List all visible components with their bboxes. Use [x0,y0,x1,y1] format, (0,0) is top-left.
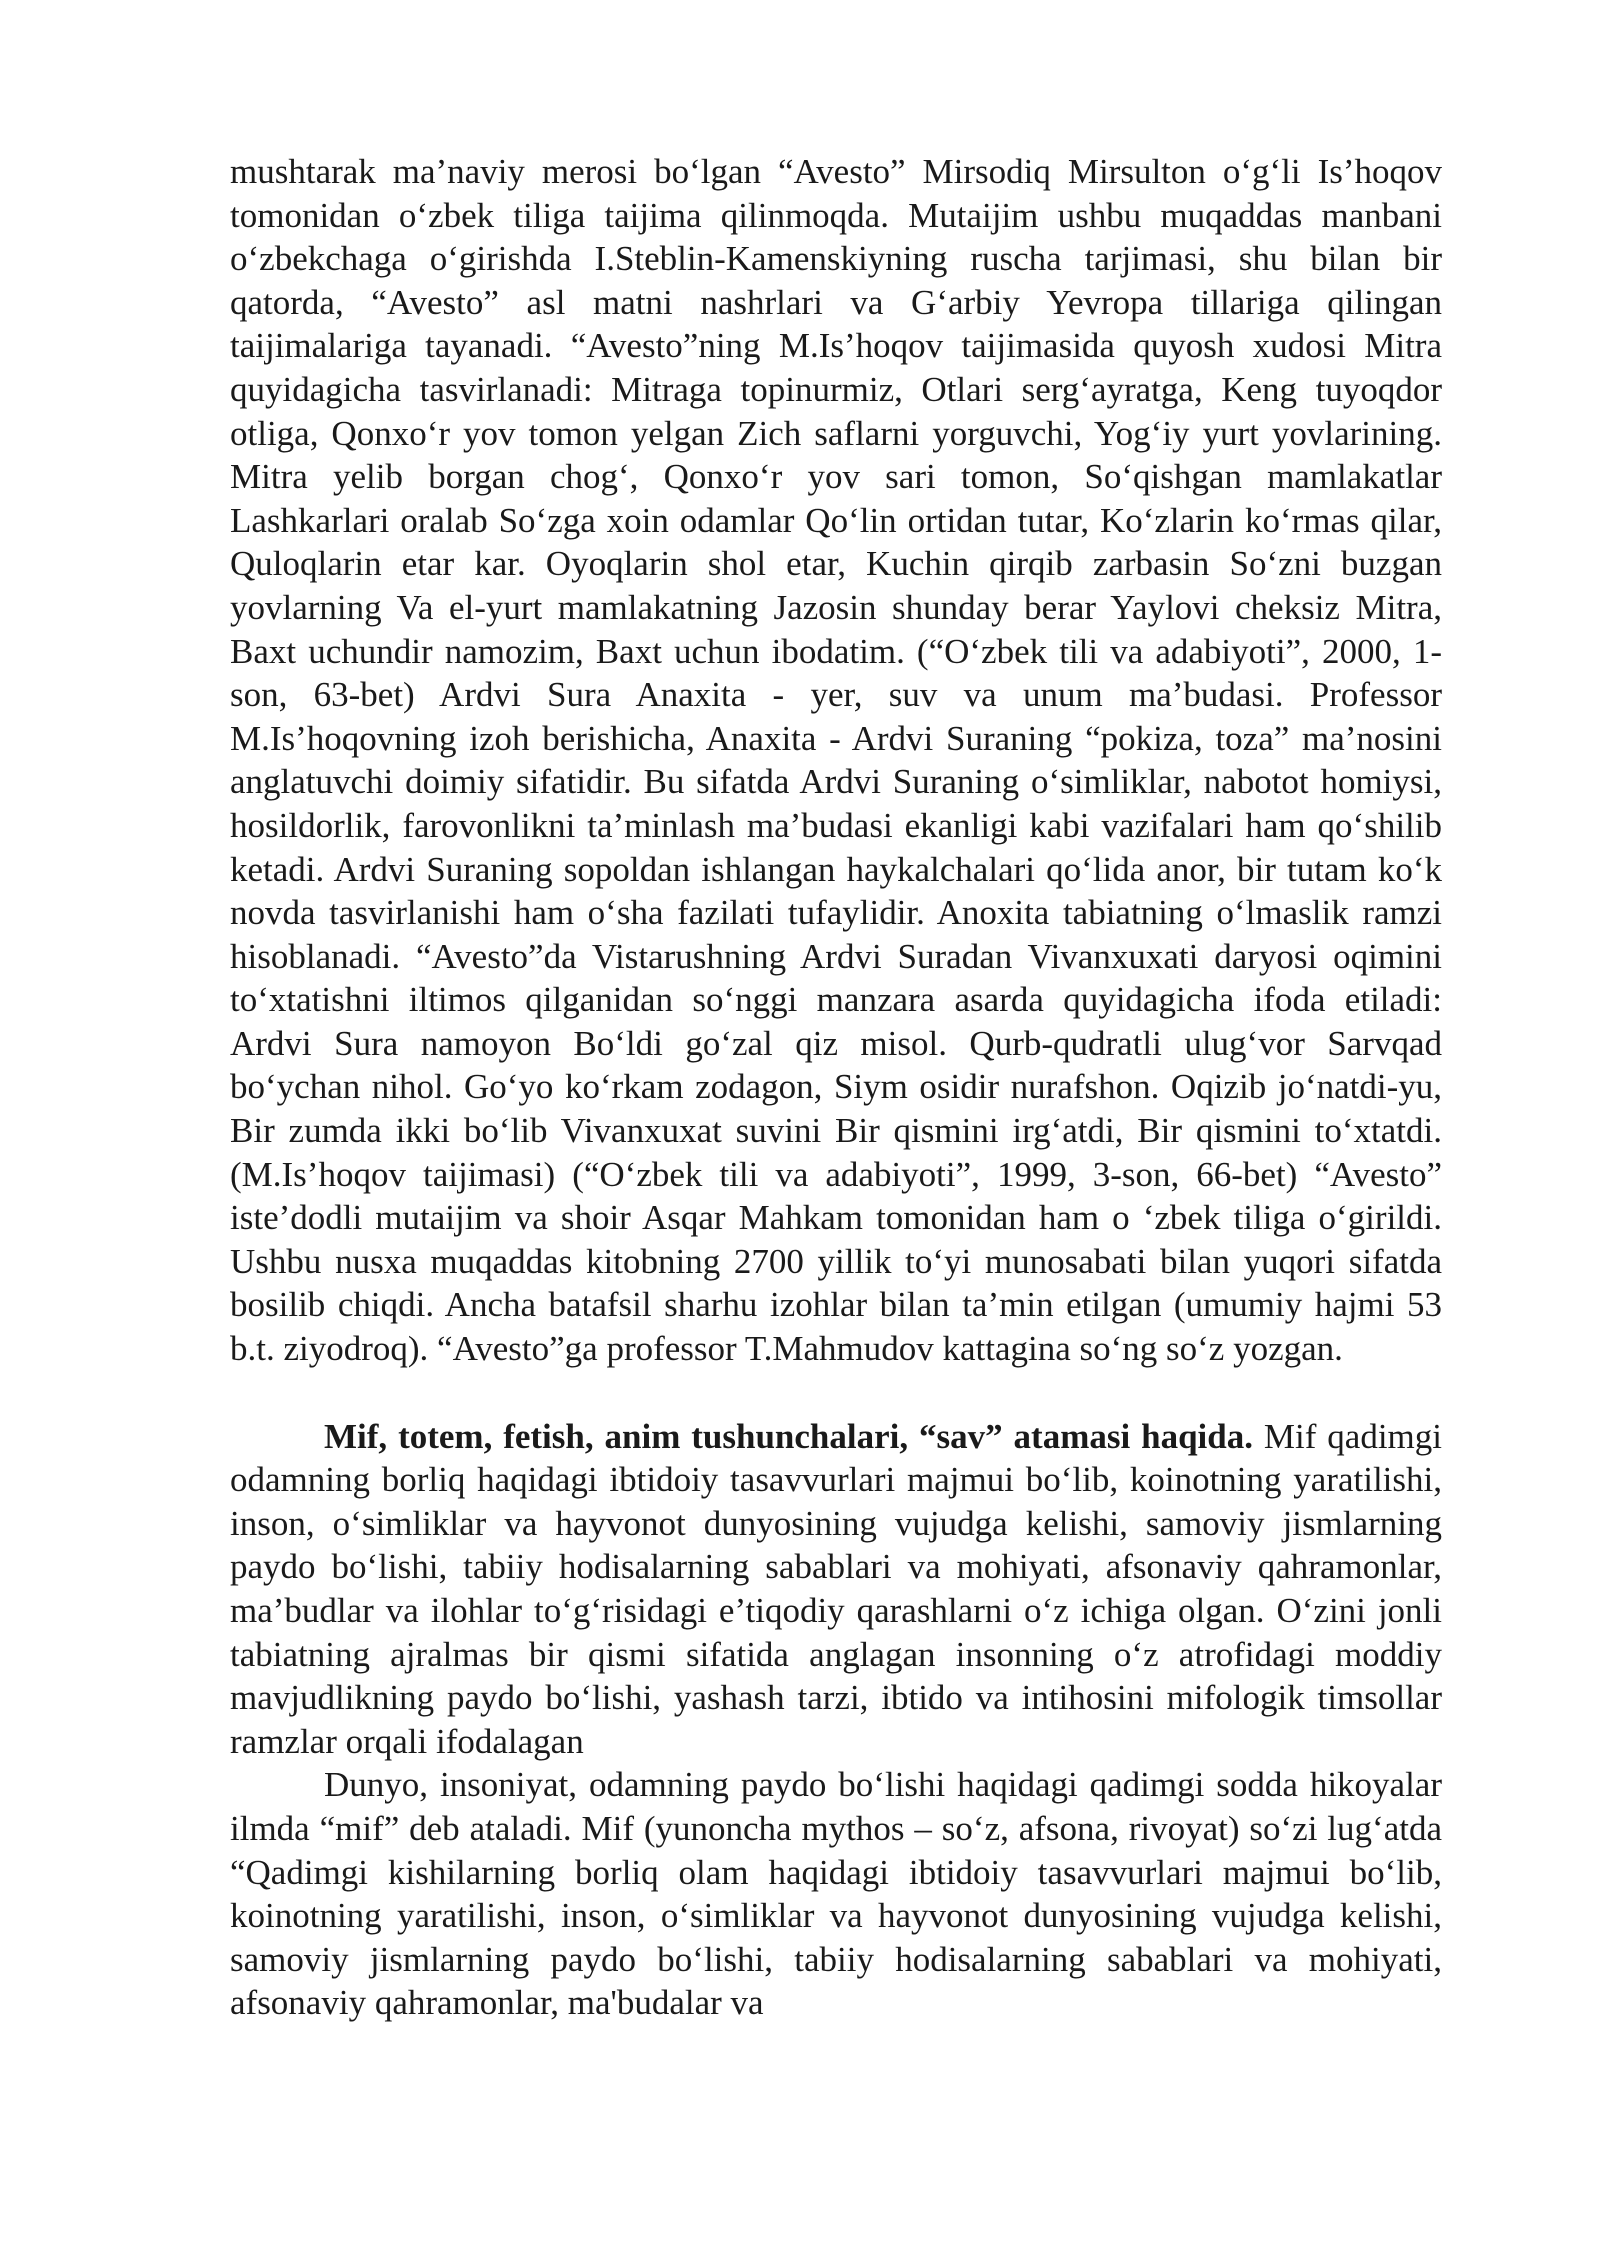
paragraph-avesto-translations [230,150,1442,1371]
paragraph-myth-section [230,1415,1442,1764]
paragraph-text: mushtarak ma’naviy merosi bo‘lgan “Avesto” Mirsodiq Mirsulton o‘g‘li Is’hoqov tomonidan o‘zbek tiliga taijima qilinmoqda. Mutaijim ushbu muqaddas manbani o‘zbekchaga o‘girishda I.Steblin-Kamenskiyning ruscha tarjimasi, shu bilan bir qatorda, “Avesto” asl matni nashrlari va G‘arbiy Yevropa tillariga qilingan taijimalariga tayanadi. “Avesto”ning M.Is’hoqov taijimasida quyosh xudosi Mitra quyidagicha tasvirlanadi: Mitraga topinurmiz, Otlari serg‘ayratga, Keng tuyoqdor otliga, Qonxo‘r yov tomon yelgan Zich saflarni yorguvchi, Yog‘iy yurt yovlarining. Mitra yelib borgan chog‘, Qonxo‘r yov sari tomon, So‘qishgan mamlakatlar Lashkarlari oralab So‘zga xoin odamlar Qo‘lin ortidan tutar, Ko‘zlarin ko‘rmas qilar, Quloqlarin etar kar. Oyoqlarin shol etar, Kuchin qirqib zarbasin So‘zni buzgan yovlarning Va el-yurt mamlakatning Jazosin shunday berar Yaylovi cheksiz Mitra, Baxt uchundir namozim, Baxt uchun ibodatim. (“O‘zbek tili va adabiyoti”, 2000, 1-son, 63-bet) Ardvi Sura Anaxita - yer, suv va unum ma’budasi. Professor M.Is’hoqovning izoh berishicha, Anaxita - Ardvi Suraning “pokiza, toza” ma’nosini anglatuvchi doimiy sifatidir. Bu sifatda Ardvi Suraning o‘simliklar, nabotot homiysi, hosildorlik, farovonlikni ta’minlash ma’budasi ekanligi kabi vazifalari ham qo‘shilib ketadi. Ardvi Suraning sopoldan ishlangan haykalchalari qo‘lida anor, bir tutam ko‘k novda tasvirlanishi ham o‘sha fazilati tufaylidir. Anoxita tabiatning o‘lmaslik ramzi hisoblanadi. “Avesto”da Vistarushning Ardvi Suradan Vivanxuxati daryosi oqimini to‘xtatishni iltimos qilganidan so‘nggi manzara asarda quyidagicha ifoda etiladi: Ardvi Sura namoyon Bo‘ldi go‘zal qiz misol. Qurb-qudratli ulug‘vor Sarvqad bo‘ychan nihol. Go‘yo ko‘rkam zodagon, Siym osidir nurafshon. Oqizib jo‘natdi-yu, Bir zumda ikki bo‘lib Vivanxuxat suvini Bir qismini irg‘atdi, Bir qismini to‘xtatdi. (M.Is’hoqov taijimasi) (“O‘zbek tili va adabiyoti”, 1999, 3-son, 66-bet) “Avesto” iste’dodli mutaijim va shoir Asqar Mahkam tomonidan ham o ‘zbek tiliga o‘girildi. Ushbu nusxa muqaddas kitobning 2700 yillik to‘yi munosabati bilan yuqori sifatda bosilib chiqdi. Ancha batafsil sharhu izohlar bilan ta’min etilgan (umumiy hajmi 53 b.t. ziyodroq). “Avesto”ga professor T.Mahmudov kattagina so‘ng so‘z yozgan. [230,152,1442,1369]
paragraph-text: Mif qadimgi odamning borliq haqidagi ibtidoiy tasavvurlari majmui bo‘lib, koinotning yaratilishi, inson, o‘simliklar va hayvonot dunyosining vujudga kelishi, samoviy jismlarning paydo bo‘lishi, tabiiy hodisalarning sabablari va mohiyati, afsonaviy qahramonlar, ma’budlar va ilohlar to‘g‘risidagi e’tiqodiy qarashlarni o‘z ichiga olgan. O‘zini jonli tabiatning ajralmas bir qismi sifatida anglagan insonning o‘z atrofidagi moddiy mavjudlikning paydo bo‘lishi, yashash tarzi, ibtido va intihosini mifologik timsollar ramzlar orqali ifodalagan [230,1416,1442,1761]
paragraph-myth-definition [230,1763,1442,2025]
document-page [230,150,1442,2025]
paragraph-text: Dunyo, insoniyat, odamning paydo bo‘lishi haqidagi qadimgi sodda hikoyalar ilmda “mif” deb ataladi. Mif (yunoncha mythos – so‘z, afsona, rivoyat) so‘zi lug‘atda “Qadimgi kishilarning borliq olam haqidagi ibtidoiy tasavvurlari majmui bo‘lib, koinotning yaratilishi, inson, o‘simliklar va hayvonot dunyosining vujudga kelishi, samoviy jismlarning paydo bo‘lishi, tabiiy hodisalarning sabablari va mohiyati, afsonaviy qahramonlar, ma'budalar va [230,1765,1442,2023]
section-heading: Mif, totem, fetish, anim tushunchalari, “sav” atamasi haqida. [324,1416,1253,1456]
